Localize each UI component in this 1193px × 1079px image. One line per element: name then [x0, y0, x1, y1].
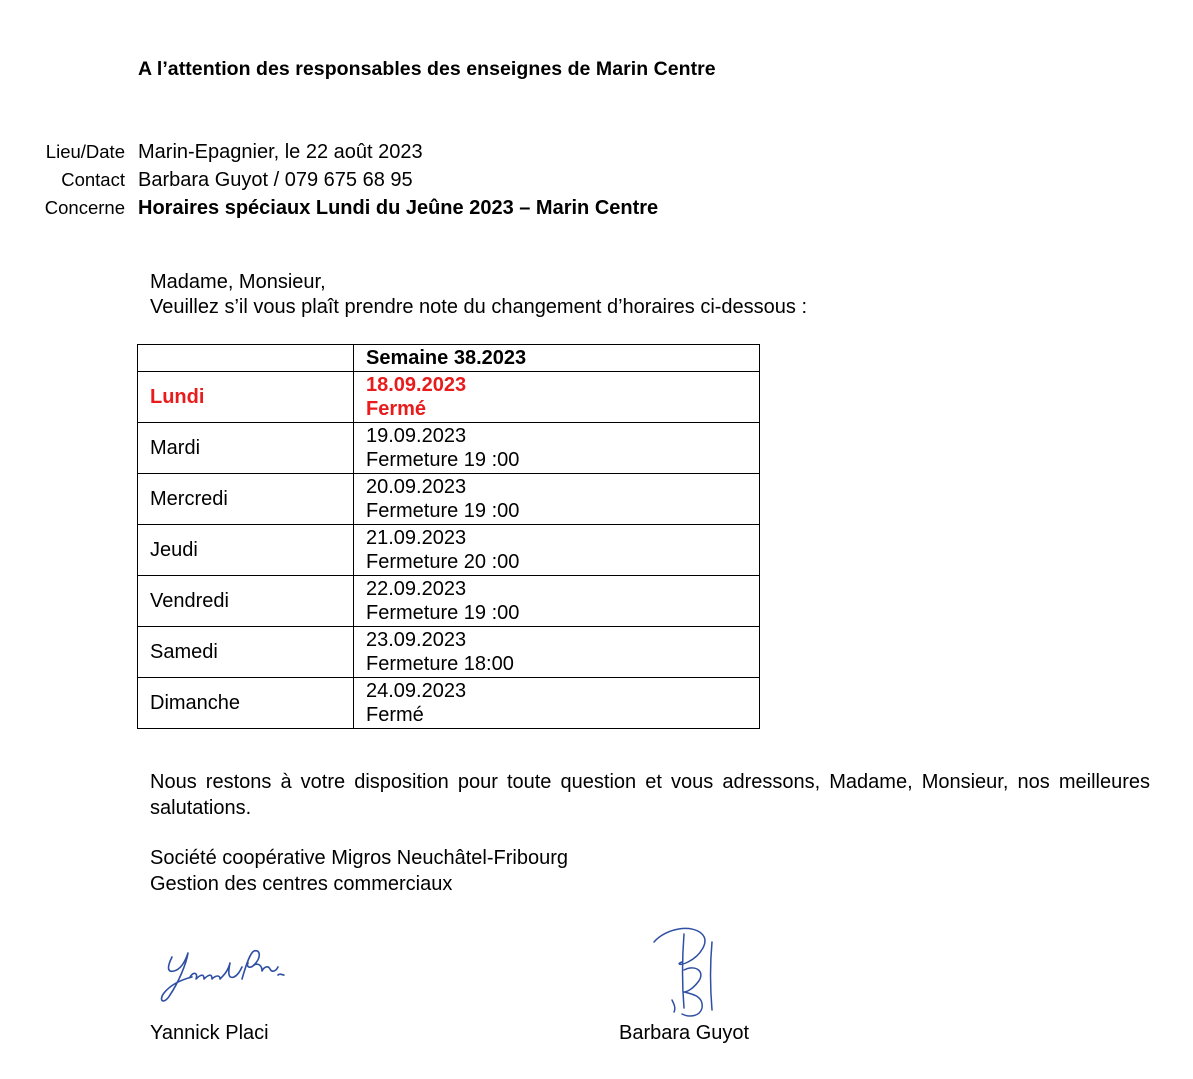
greeting: Madame, Monsieur,	[150, 271, 326, 293]
meta-row-contact	[0, 169, 1193, 197]
place-date-value: Marin-Epagnier, le 22 août 2023	[138, 141, 423, 163]
date-hours-cell	[354, 576, 760, 627]
place-date-label: Lieu/Date	[45, 141, 125, 162]
day-cell: Vendredi	[138, 576, 354, 627]
table-row	[138, 372, 760, 423]
day-cell: Samedi	[138, 627, 354, 678]
date-hours-cell	[354, 423, 760, 474]
signature-barbara-guyot	[640, 920, 755, 1020]
schedule-header-row	[138, 345, 760, 372]
date-text: 20.09.2023	[366, 475, 467, 498]
date-hours-cell	[354, 678, 760, 729]
subject-label: Concerne	[44, 197, 125, 218]
date-text: 18.09.2023	[366, 373, 467, 396]
org-line-1: Société coopérative Migros Neuchâtel-Fribourg	[150, 847, 568, 869]
contact-value: Barbara Guyot / 079 675 68 95	[138, 169, 413, 191]
day-cell: Mardi	[138, 423, 354, 474]
day-cell: Mercredi	[138, 474, 354, 525]
date-text: 21.09.2023	[366, 526, 467, 549]
date-hours-cell	[354, 474, 760, 525]
intro-text: Veuillez s’il vous plaît prendre note du changement d’horaires ci-dessous :	[150, 296, 808, 318]
signature-yannick-placi	[150, 935, 300, 1010]
day-cell: Lundi	[138, 372, 354, 423]
hours-text: Fermeture 19 :00	[366, 500, 520, 522]
day-cell: Dimanche	[138, 678, 354, 729]
signatory-left-name: Yannick Placi	[150, 1022, 269, 1044]
subject-value: Horaires spéciaux Lundi du Jeûne 2023 – Marin Centre	[138, 197, 659, 219]
hours-text: Fermeture 19 :00	[366, 449, 520, 471]
date-text: 22.09.2023	[366, 577, 467, 600]
table-row	[138, 525, 760, 576]
attention-heading: A l’attention des responsables des enseignes de Marin Centre	[138, 58, 716, 80]
date-text: 24.09.2023	[366, 679, 467, 702]
date-text: 23.09.2023	[366, 628, 467, 651]
header-empty-cell	[138, 345, 354, 372]
week-header: Semaine 38.2023	[354, 345, 760, 372]
day-cell: Jeudi	[138, 525, 354, 576]
date-hours-cell	[354, 372, 760, 423]
org-line-2: Gestion des centres commerciaux	[150, 873, 453, 895]
contact-label: Contact	[61, 169, 125, 190]
meta-row-subject	[0, 197, 1193, 225]
schedule-table	[137, 344, 760, 729]
hours-text: Fermeture 20 :00	[366, 551, 520, 573]
table-row	[138, 576, 760, 627]
hours-text: Fermeture 19 :00	[366, 602, 520, 624]
closing-text: Nous restons à votre disposition pour toute question et vous adressons, Madame, Monsieur, nos meilleures salutations.	[150, 771, 1150, 819]
table-row	[138, 474, 760, 525]
hours-text: Fermé	[366, 704, 424, 726]
date-hours-cell	[354, 525, 760, 576]
table-row	[138, 423, 760, 474]
date-hours-cell	[354, 627, 760, 678]
hours-text: Fermé	[366, 398, 427, 420]
table-row	[138, 678, 760, 729]
table-row	[138, 627, 760, 678]
hours-text: Fermeture 18:00	[366, 653, 514, 675]
date-text: 19.09.2023	[366, 424, 467, 447]
signatory-right-name: Barbara Guyot	[619, 1022, 750, 1044]
meta-row-place-date	[0, 141, 1193, 169]
